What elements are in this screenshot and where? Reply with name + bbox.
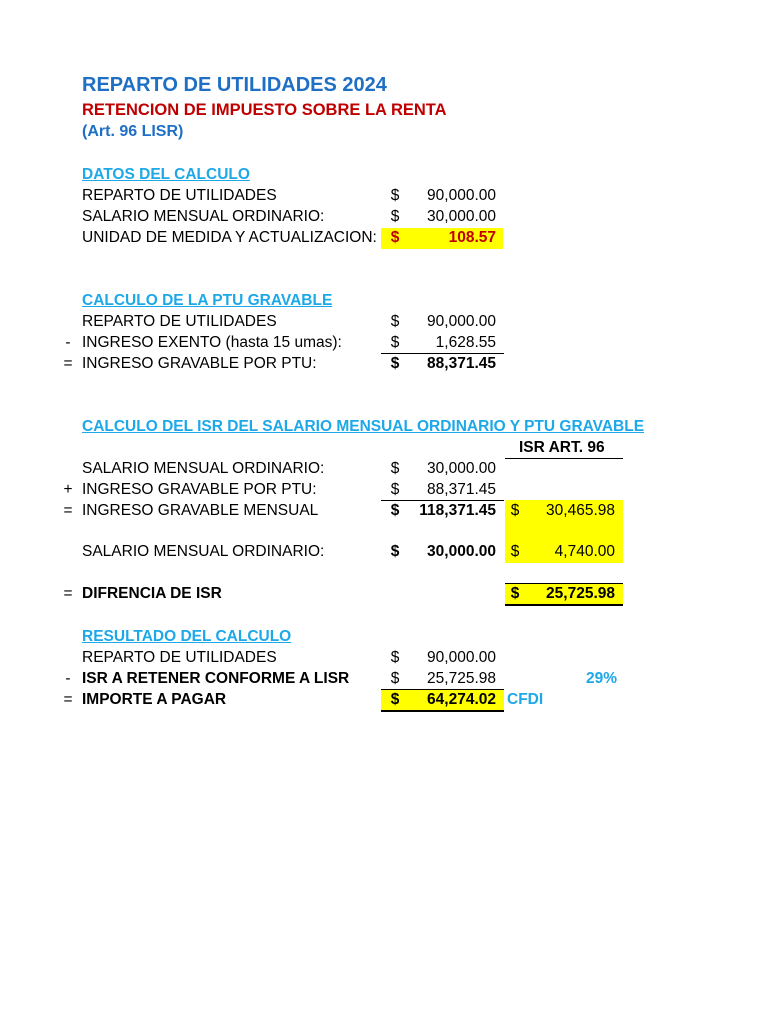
operator-minus: - <box>65 670 71 687</box>
datos-row-amount: 30,000.00 <box>427 208 496 225</box>
isr-row-label: INGRESO GRAVABLE MENSUAL <box>82 502 319 519</box>
ptu-row-label: INGRESO EXENTO (hasta 15 umas): <box>82 334 342 351</box>
currency-sign: $ <box>510 543 520 560</box>
currency-sign: $ <box>390 649 400 666</box>
difference-amount: 25,725.98 <box>546 585 615 602</box>
currency-sign: $ <box>510 502 520 519</box>
uma-amount: 108.57 <box>448 229 496 246</box>
currency-sign: $ <box>390 691 400 708</box>
operator-minus: - <box>65 334 71 351</box>
currency-sign: $ <box>390 229 400 246</box>
ptu-row-label: INGRESO GRAVABLE POR PTU: <box>82 355 317 372</box>
currency-sign: $ <box>390 481 400 498</box>
isr-row-label: SALARIO MENSUAL ORDINARIO: <box>82 543 325 560</box>
isr-value: 30,465.98 <box>546 502 615 519</box>
page-subtitle: RETENCION DE IMPUESTO SOBRE LA RENTA <box>82 101 447 119</box>
section-heading-isr: CALCULO DEL ISR DEL SALARIO MENSUAL ORDINARIO Y PTU GRAVABLE <box>82 418 645 435</box>
section-heading-datos: DATOS DEL CALCULO <box>82 166 250 183</box>
resultado-row-amount: 25,725.98 <box>427 670 496 687</box>
datos-row-label: UNIDAD DE MEDIDA Y ACTUALIZACION: <box>82 229 377 246</box>
total-double-rule <box>381 710 504 712</box>
currency-sign: $ <box>390 460 400 477</box>
isr-row-amount: 30,000.00 <box>427 543 496 560</box>
ptu-row-label: REPARTO DE UTILIDADES <box>82 313 277 330</box>
currency-sign: $ <box>390 187 400 204</box>
datos-row-amount: 90,000.00 <box>427 187 496 204</box>
resultado-row-label: REPARTO DE UTILIDADES <box>82 649 277 666</box>
ptu-row-amount: 90,000.00 <box>427 313 496 330</box>
operator-equals: = <box>63 585 73 602</box>
resultado-row-label: IMPORTE A PAGAR <box>82 691 227 708</box>
operator-equals: = <box>63 502 73 519</box>
currency-sign: $ <box>390 334 400 351</box>
isr-row-amount: 118,371.45 <box>419 502 496 519</box>
difference-label: DIFRENCIA DE ISR <box>82 585 222 602</box>
ptu-total-amount: 88,371.45 <box>427 355 496 372</box>
page-title: REPARTO DE UTILIDADES 2024 <box>82 74 387 96</box>
isr-row-amount: 30,000.00 <box>427 460 496 477</box>
article-reference: (Art. 96 LISR) <box>82 123 184 140</box>
resultado-row-amount: 90,000.00 <box>427 649 496 666</box>
datos-row-label: REPARTO DE UTILIDADES <box>82 187 277 204</box>
header-rule <box>505 458 623 459</box>
isr-row-amount: 88,371.45 <box>427 481 496 498</box>
operator-equals: = <box>63 355 73 372</box>
section-heading-ptu: CALCULO DE LA PTU GRAVABLE <box>82 292 333 309</box>
isr-column-header: ISR ART. 96 <box>519 439 605 456</box>
operator-plus: + <box>63 481 73 498</box>
total-amount: 64,274.02 <box>427 691 496 708</box>
currency-sign: $ <box>390 502 400 519</box>
currency-sign: $ <box>390 355 400 372</box>
ptu-row-amount: 1,628.55 <box>435 334 496 351</box>
isr-row-label: SALARIO MENSUAL ORDINARIO: <box>82 460 325 477</box>
currency-sign: $ <box>510 585 520 602</box>
isr-row-label: INGRESO GRAVABLE POR PTU: <box>82 481 317 498</box>
isr-value: 4,740.00 <box>554 543 615 560</box>
currency-sign: $ <box>390 543 400 560</box>
resultado-row-label: ISR A RETENER CONFORME A LISR <box>82 670 350 687</box>
currency-sign: $ <box>390 208 400 225</box>
datos-row-label: SALARIO MENSUAL ORDINARIO: <box>82 208 325 225</box>
retention-percent: 29% <box>586 670 618 687</box>
currency-sign: $ <box>390 670 400 687</box>
cfdi-note: CFDI <box>507 691 544 708</box>
difference-double-rule <box>505 604 623 606</box>
currency-sign: $ <box>390 313 400 330</box>
operator-equals: = <box>63 691 73 708</box>
section-heading-resultado: RESULTADO DEL CALCULO <box>82 628 292 645</box>
